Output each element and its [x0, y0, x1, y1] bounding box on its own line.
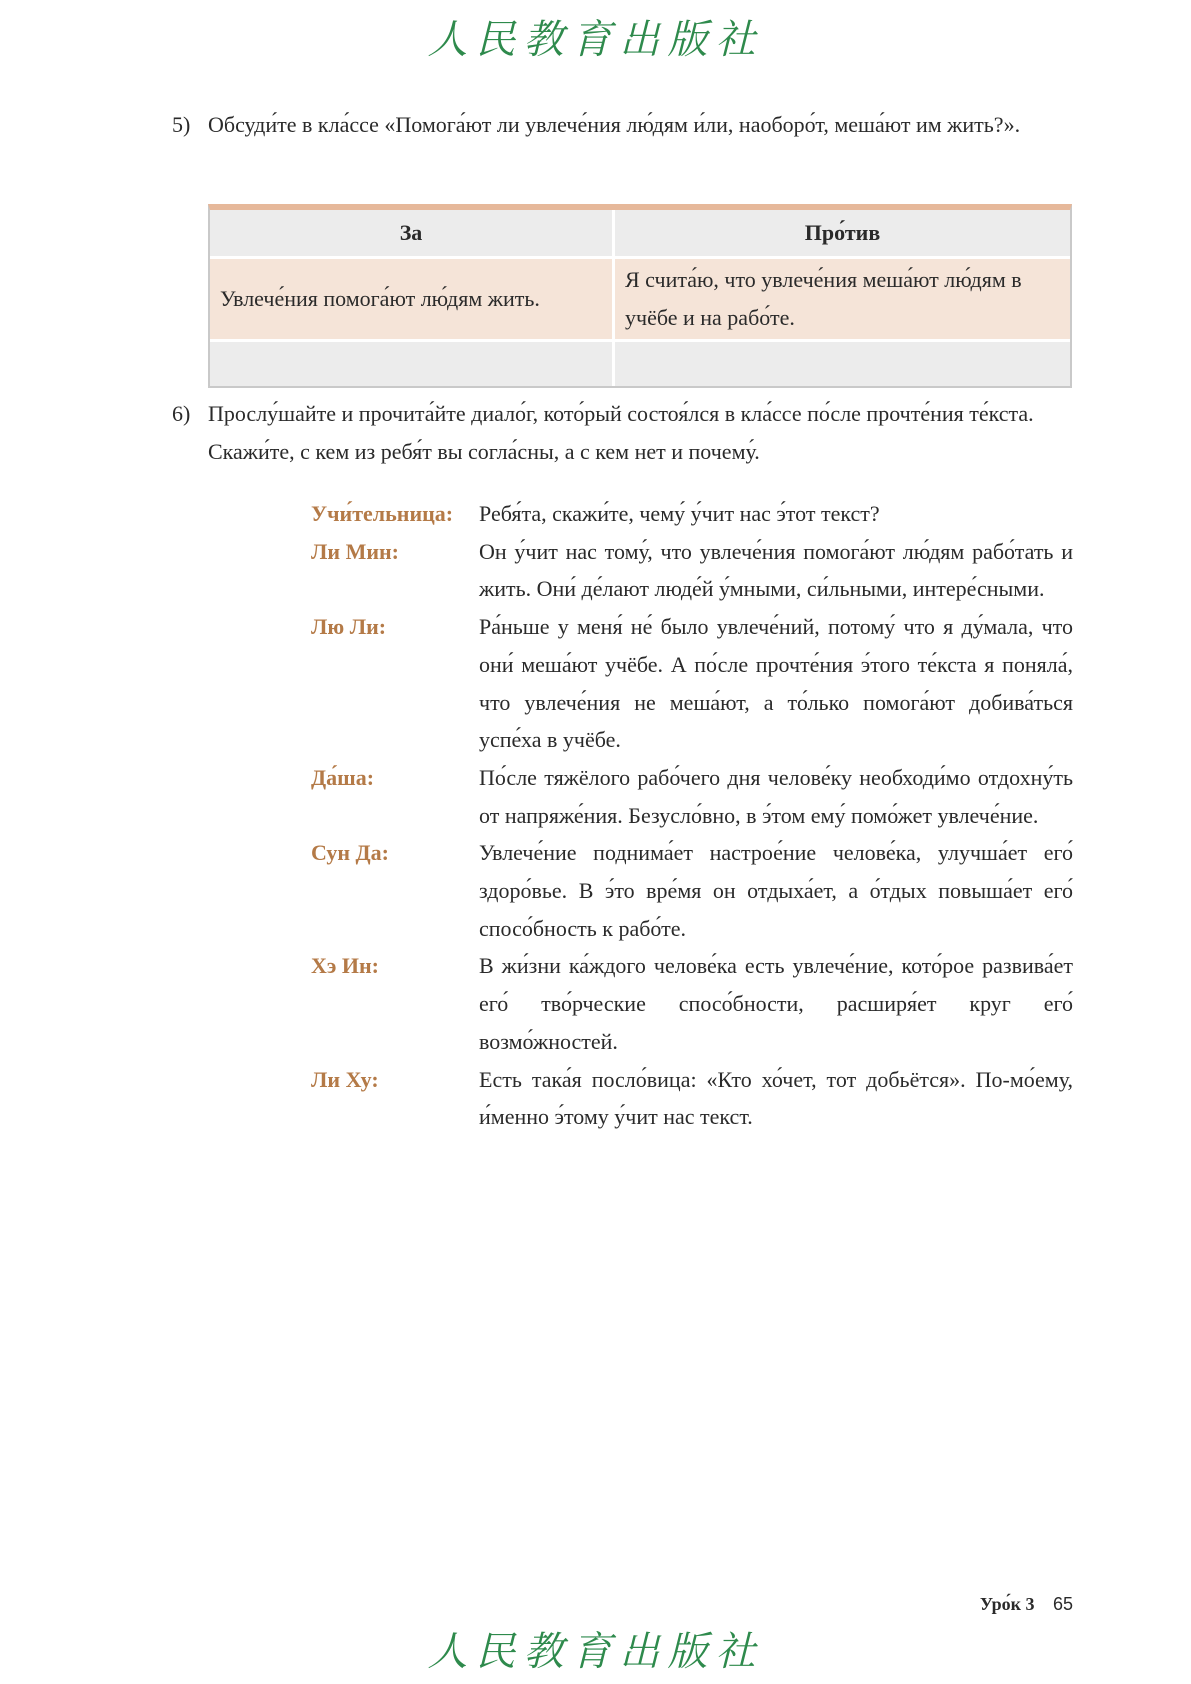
task-6 [172, 395, 1072, 471]
page-number: 65 [1052, 1594, 1073, 1614]
speaker-name: Учи́тельница: [311, 501, 454, 526]
pros-cons-table [208, 204, 1072, 388]
dialog [311, 495, 1073, 1136]
speaker-line: Ребя́та, скажи́те, чему́ у́чит нас э́тот текст? [479, 501, 880, 526]
table-cell: Я счита́ю, что увлече́ния меша́ют лю́дям в учёбе и на рабо́те. [615, 256, 1070, 339]
table-header-against: Про́тив [615, 210, 1070, 256]
task-5-number: 5) [172, 112, 191, 137]
task-6-number: 6) [172, 401, 191, 426]
dialog-turn [311, 1061, 1073, 1136]
speaker-line: Ра́ньше у меня́ не́ было увлече́ний, потому́ что я ду́мала, что они́ меша́ют учёбе. А по́сле прочте́ния э́того те́кста я поняла́, что увлече́ния не меша́ют, а то́лько помога́ют добива́ться успе́ха в учёбе. [479, 614, 1073, 753]
publisher-logo-bottom: 人民教育出版社 [427, 1629, 764, 1675]
dialog-turn [311, 495, 1073, 533]
dialog-turn [311, 759, 1073, 834]
speaker-name: Хэ Ин: [311, 953, 380, 979]
speaker-line: Он у́чит нас тому́, что увлече́ния помога́ют лю́дям рабо́тать и жить. Они́ де́лают люде́й у́мными, си́льными, интере́сными. [479, 538, 1073, 602]
speaker-name: Лю Ли: [311, 614, 387, 640]
task-5 [172, 106, 1072, 144]
task-6-text: Прослу́шайте и прочита́йте диало́г, кото́рый состоя́лся в кла́ссе по́сле прочте́ния те́кста. Скажи́те, с кем из ребя́т вы согла́сны, а с кем нет и почему́. [208, 401, 1034, 464]
dialog-turn [311, 533, 1073, 608]
publisher-logo-top: 人民教育出版社 [427, 17, 764, 63]
table-row [210, 339, 1070, 386]
page-footer [980, 1594, 1073, 1615]
speaker-line: В жи́зни ка́ждого челове́ка есть увлече́ние, кото́рое развива́ет его́ тво́рческие спосо́бности, расширя́ет круг его́ возмо́жностей. [479, 953, 1073, 1054]
speaker-name: Да́ша: [311, 764, 375, 790]
speaker-line: По́сле тяжёлого рабо́чего дня челове́ку необходи́мо отдохну́ть от напряже́ния. Безусло́вно, в э́том ему́ помо́жет увлече́ние. [479, 764, 1073, 828]
speaker-name: Сун Да: [311, 840, 389, 866]
table-cell-empty [210, 339, 615, 386]
task-5-text: Обсуди́те в кла́ссе «Помога́ют ли увлече́ния лю́дям и́ли, наоборо́т, меша́ют им жить?». [208, 112, 1021, 137]
dialog-turn [311, 947, 1073, 1060]
table-header-for: За [210, 210, 615, 256]
lesson-label: Уро́к 3 [979, 1594, 1035, 1614]
table-cell-empty [615, 339, 1070, 386]
dialog-turn [311, 608, 1073, 759]
speaker-name: Ли Мин: [311, 538, 400, 564]
speaker-name: Ли Ху: [311, 1066, 379, 1092]
speaker-line: Увлече́ние поднима́ет настрое́ние челове́ка, улучша́ет его́ здоро́вье. В э́то вре́мя он отдыха́ет, а о́тдых повыша́ет его́ спосо́бность к рабо́те. [479, 840, 1073, 941]
dialog-turn [311, 834, 1073, 947]
table-cell: Увлече́ния помога́ют лю́дям жить. [210, 256, 615, 339]
speaker-line: Есть така́я посло́вица: «Кто хо́чет, тот добьётся». По-мо́ему, и́менно э́тому у́чит нас текст. [479, 1066, 1073, 1130]
table-row [210, 256, 1070, 339]
